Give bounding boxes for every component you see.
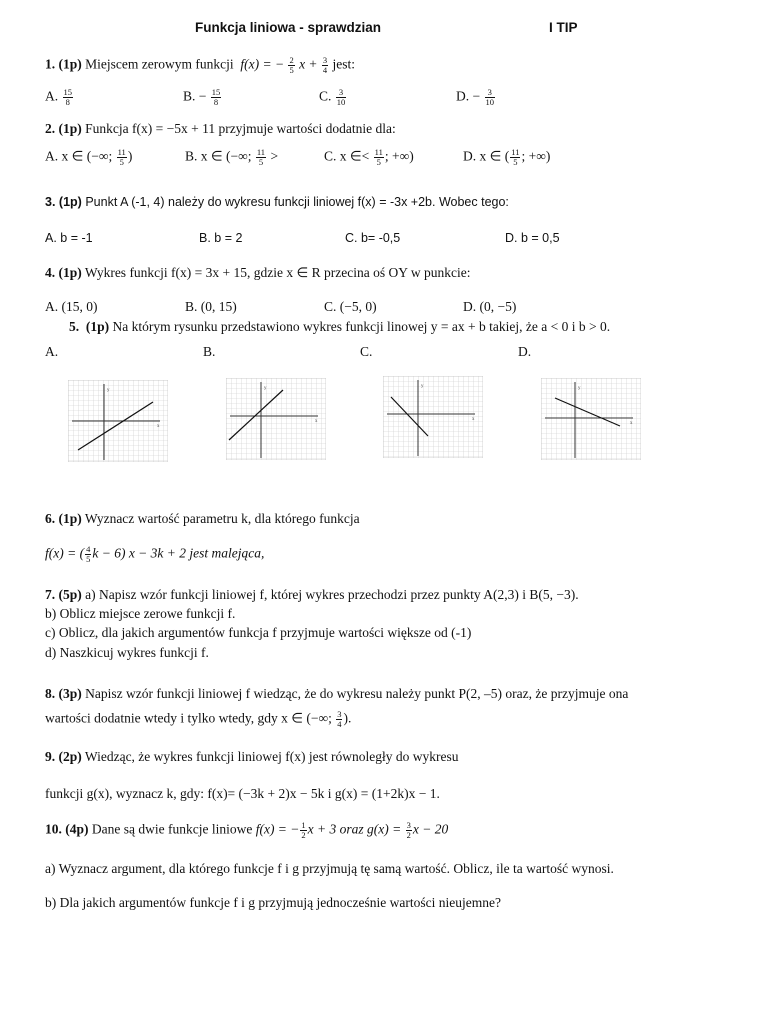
q7-line-c: c) Oblicz, dla jakich argumentów funkcja f przyjmuje wartości większe od (-1) — [45, 625, 472, 640]
graph-b — [226, 378, 324, 458]
question-text: Na którym rysunku przedstawiono wykres funkcji linowej y = ax + b takiej, że a < 0 i b > 0. — [112, 319, 611, 334]
x-axis-label: x — [472, 417, 475, 422]
formula-part: x + — [299, 56, 318, 72]
x-axis-label: x — [157, 424, 160, 429]
question-4 — [45, 265, 470, 281]
q6-formula: f(x) = ( $\frac{4}{5}$ k − 6) x − 3k + 2 jest malejąca, — [45, 544, 265, 564]
formula-part: f(x) = − — [240, 56, 285, 72]
question-text: Wyznacz wartość parametru k, dla którego funkcja — [84, 511, 360, 526]
grid — [383, 376, 483, 458]
x-axis-label: x — [630, 421, 633, 426]
question-number: 2. — [45, 121, 56, 136]
question-points: (5p) — [58, 587, 82, 602]
question-points: (1p) — [85, 319, 110, 334]
q5-option-b: B. — [203, 344, 216, 359]
y-axis-label: y — [264, 386, 267, 391]
question-text: Punkt A (-1, 4) należy do wykresu funkcji liniowej f(x) = -3x +2b. Wobec tego: — [85, 195, 509, 209]
question-text: Napisz wzór funkcji liniowej f wiedząc, że do wykresu należy punkt P(2, –5) oraz, że przyjmuje ona — [85, 686, 629, 701]
question-number: 3. — [45, 195, 56, 209]
q2-option-b: B. x ∈ (−∞; $\frac{11}{5}$ > — [185, 147, 279, 167]
q3-option-c: C. b= -0,5 — [345, 231, 401, 245]
question-text: Funkcja f(x) = −5x + 11 przyjmuje wartości dodatnie dla: — [85, 121, 396, 136]
question-number: 6. — [45, 511, 56, 526]
formula-part: jest: — [332, 56, 356, 72]
question-text: a) Napisz wzór funkcji liniowej f, której wykres przechodzi przez punkty A(2,3) i B(5, −3). — [85, 587, 579, 602]
question-text: Miejscem zerowym funkcji — [85, 56, 234, 72]
q4-option-c: C. (−5, 0) — [324, 299, 377, 314]
q9-line-2: funkcji g(x), wyznacz k, gdy: f(x)= (−3k + 2)x − 5k i g(x) = (1+2k)x − 1. — [45, 786, 440, 801]
page-title: Funkcja liniowa - sprawdzian — [195, 20, 382, 35]
question-text: Dane są dwie funkcje liniowe — [91, 821, 253, 837]
question-number: 9. — [45, 749, 56, 764]
q2-option-c: C. x ∈< $\frac{11}{5}$ ; +∞) — [324, 147, 414, 167]
question-9 — [45, 749, 458, 765]
question-text: Wykres funkcji f(x) = 3x + 15, gdzie x ∈ R przecina oś OY w punkcie: — [84, 265, 471, 280]
grid — [541, 378, 641, 460]
question-8 — [45, 686, 628, 702]
question-points: (1p) — [58, 121, 82, 136]
q1-option-b: B. − $\frac{15}{8}$ — [183, 87, 221, 107]
question-number: 4. — [45, 265, 56, 280]
graph-c — [383, 376, 481, 456]
question-number: 10. — [45, 821, 62, 837]
q4-option-a: A. (15, 0) — [45, 299, 98, 314]
graph-d — [541, 378, 639, 458]
question-points: (4p) — [65, 821, 89, 837]
question-points: (2p) — [58, 749, 82, 764]
question-number: 1. — [45, 56, 56, 72]
question-3 — [45, 195, 509, 209]
q5-option-c: C. — [360, 344, 373, 359]
question-number: 7. — [45, 587, 56, 602]
fraction: $\frac{2}{5}$ — [289, 55, 294, 75]
q1-option-d: D. − $\frac{3}{10}$ — [456, 87, 494, 107]
fraction: $\frac{3}{4}$ — [322, 55, 328, 75]
question-text: Wiedząc, że wykres funkcji liniowej f(x) jest równoległy do wykresu — [84, 749, 459, 764]
question-10: 10. (4p) Dane są dwie funkcje liniowe f(x) = − $\frac{1}{2}$ x + 3 oraz g(x) = $\frac{3}{2}$ x − 20 — [45, 820, 449, 840]
x-axis-label: x — [315, 419, 318, 424]
q5-option-d: D. — [518, 344, 532, 359]
question-2 — [45, 121, 396, 137]
question-6 — [45, 511, 360, 527]
y-axis-label: y — [421, 384, 424, 389]
question-1 — [45, 56, 355, 75]
q2-option-d: D. x ∈ ( $\frac{11}{5}$ ; +∞) — [463, 147, 551, 167]
question-number: 8. — [45, 686, 56, 701]
q5-option-a: A. — [45, 344, 59, 359]
y-axis-label: y — [578, 386, 581, 391]
y-axis-label: y — [107, 388, 110, 393]
question-points: (3p) — [58, 686, 82, 701]
q3-option-a: A. b = -1 — [45, 231, 93, 245]
q1-option-a: A. $\frac{15}{8}$ — [45, 87, 72, 107]
question-number: 5. — [69, 319, 80, 334]
question-points: (1p) — [58, 195, 82, 209]
q1-option-c: C. $\frac{3}{10}$ — [319, 87, 346, 107]
question-5 — [69, 319, 610, 335]
q2-option-a: A. x ∈ (−∞; $\frac{11}{5}$ ) — [45, 147, 133, 167]
q3-option-b: B. b = 2 — [199, 231, 243, 245]
q7-line-d: d) Naszkicuj wykres funkcji f. — [45, 645, 209, 660]
class-label: I TIP — [549, 20, 578, 35]
q4-option-b: B. (0, 15) — [185, 299, 237, 314]
question-points: (1p) — [58, 56, 82, 72]
q7-line-b: b) Oblicz miejsce zerowe funkcji f. — [45, 606, 236, 621]
question-points: (1p) — [58, 265, 82, 280]
question-7 — [45, 587, 579, 603]
q3-option-d: D. b = 0,5 — [505, 231, 560, 245]
q4-option-d: D. (0, −5) — [463, 299, 517, 314]
graph-a — [68, 380, 166, 460]
question-points: (1p) — [58, 511, 82, 526]
q10-line-b: b) Dla jakich argumentów funkcje f i g przyjmują jednocześnie wartości nieujemne? — [45, 895, 501, 910]
q10-line-a: a) Wyznacz argument, dla którego funkcje f i g przyjmują tę samą wartość. Oblicz, ile ta wartość wynosi. — [45, 861, 614, 876]
q8-line-2: wartości dodatnie wtedy i tylko wtedy, gdy x ∈ (−∞; $\frac{3}{4}$ ). — [45, 709, 352, 729]
grid — [226, 378, 326, 460]
